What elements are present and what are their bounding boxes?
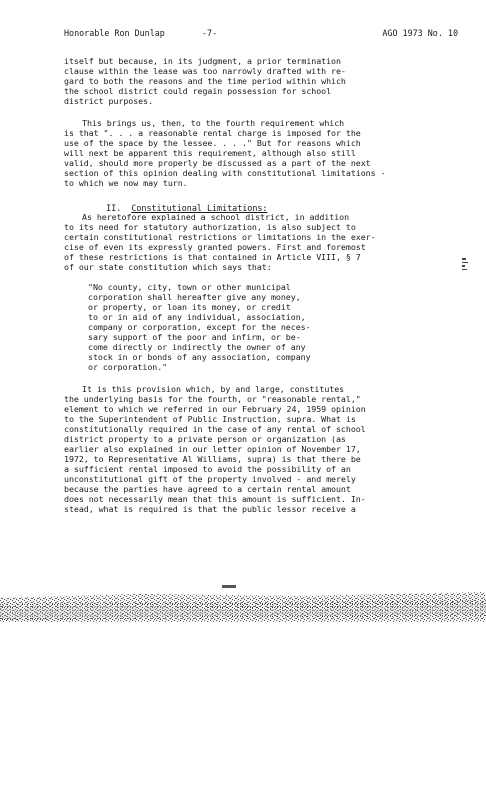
text-line: because the parties have agreed to a certain rental amount	[64, 484, 351, 494]
text-line: district purposes.	[64, 96, 154, 106]
text-line: 1972, to Representative Al Williams, supra) is that there be	[64, 454, 361, 464]
page-header	[64, 28, 458, 42]
text-line: is that ". . . a reasonable rental charge is imposed for the	[64, 128, 361, 138]
text-line: constitutionally required in the case of any rental of school	[64, 424, 366, 434]
text-line: of our state constitution which says that:	[64, 262, 272, 272]
text-line: will next be apparent this requirement, although also still	[64, 148, 356, 158]
scan-noise-band	[0, 592, 486, 622]
text-line: of these restrictions is that contained in Article VIII, § 7	[64, 252, 361, 262]
quote-line: to or in aid of any individual, association,	[88, 312, 306, 322]
text-line: gard to both the reasons and the time period within which	[64, 76, 346, 86]
text-line: earlier also explained in our letter opinion of November 17,	[64, 444, 361, 454]
text-line: a sufficient rental imposed to avoid the possibility of an	[64, 464, 351, 474]
quote-line: company or corporation, except for the neces-	[88, 322, 311, 332]
text-line: stead, what is required is that the public lessor receive a	[64, 504, 356, 514]
text-line: to its need for statutory authorization, is also subject to	[64, 222, 356, 232]
text-line: to the Superintendent of Public Instruction, supra. What is	[64, 414, 356, 424]
page-bottom-mark	[222, 585, 236, 588]
text-line: cise of even its expressly granted powers. First and foremost	[64, 242, 366, 252]
text-line: This brings us, then, to the fourth requirement which	[82, 118, 345, 128]
quote-line: or corporation."	[88, 362, 168, 372]
text-line: itself but because, in its judgment, a prior termination	[64, 56, 341, 66]
text-line: to which we now may turn.	[64, 178, 188, 188]
text-line: As heretofore explained a school district, in addition	[82, 212, 350, 222]
section-title: Constitutional Limitations:	[131, 203, 268, 213]
quote-line: or property, or loan its money, or credit	[88, 302, 291, 312]
text-line: It is this provision which, by and large, constitutes	[82, 384, 345, 394]
header-addressee: Honorable Ron Dunlap	[64, 28, 165, 38]
text-line: use of the space by the lessee. . . ." But for reasons which	[64, 138, 361, 148]
text-line: does not necessarily mean that this amount is sufficient. In-	[64, 494, 366, 504]
text-line: district property to a private person or organization (as	[64, 434, 346, 444]
margin-scan-mark	[462, 256, 468, 274]
section-number: II.	[106, 203, 122, 213]
quote-line: "No county, city, town or other municipal	[88, 282, 291, 292]
quote-line: corporation shall hereafter give any money,	[88, 292, 301, 302]
text-line: section of this opinion dealing with constitutional limitations -	[64, 168, 386, 178]
text-line: element to which we referred in our February 24, 1959 opinion	[64, 404, 366, 414]
text-line: unconstitutional gift of the property involved - and merely	[64, 474, 356, 484]
text-line: clause within the lease was too narrowly drafted with re-	[64, 66, 346, 76]
text-line: certain constitutional restrictions or limitations in the exer-	[64, 232, 376, 242]
quote-line: sary support of the poor and infirm, or be-	[88, 332, 301, 342]
text-line: the school district could regain possession for school	[64, 86, 332, 96]
header-opinion-number: AGO 1973 No. 10	[382, 28, 458, 38]
text-line: the underlying basis for the fourth, or "reasonable rental,"	[64, 394, 361, 404]
header-page-number: -7-	[202, 28, 218, 38]
quote-line: stock in or bonds of any association, company	[88, 352, 311, 362]
text-line: valid, should more properly be discussed as a part of the next	[64, 158, 371, 168]
quote-line: come directly or indirectly the owner of any	[88, 342, 306, 352]
